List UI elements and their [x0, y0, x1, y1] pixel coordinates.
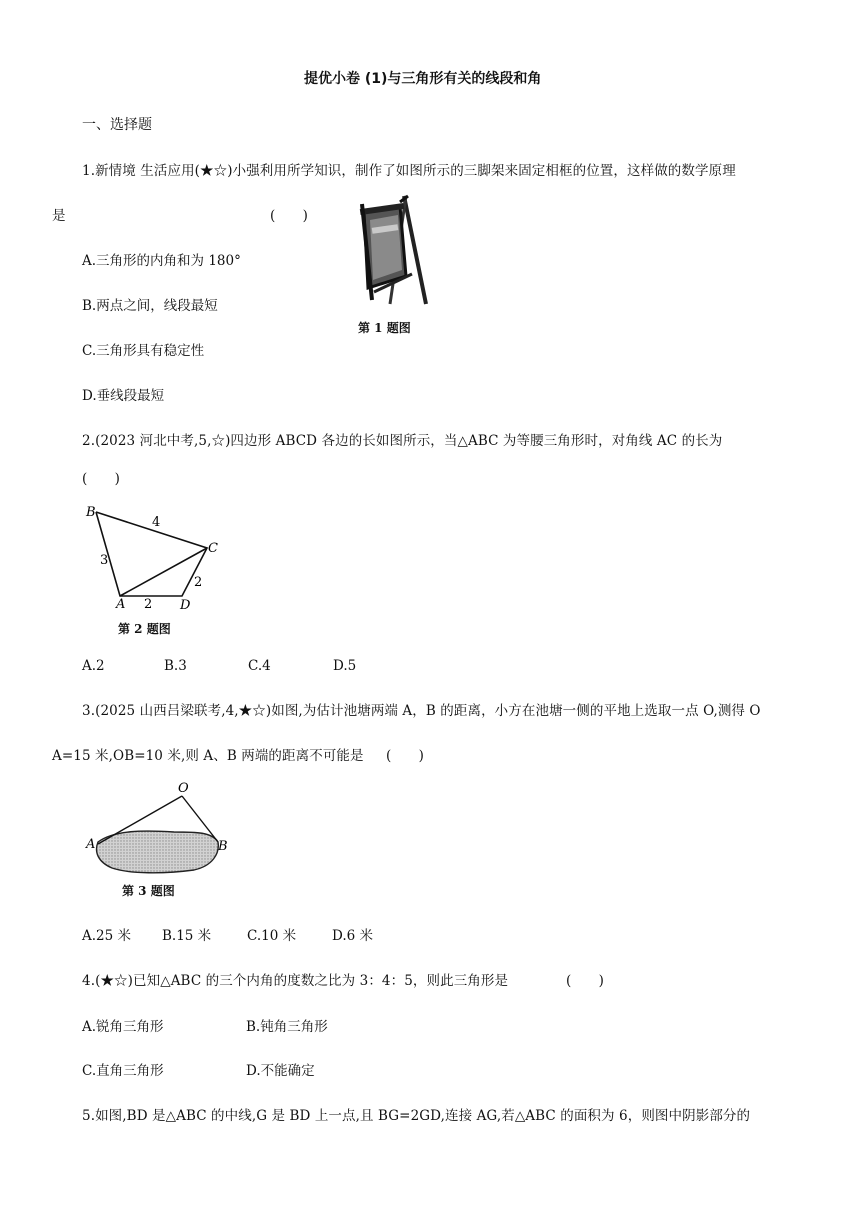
- point-a-label: A: [86, 837, 96, 852]
- figure-2-caption: 第 2 题图: [118, 622, 171, 636]
- vertex-d-label: D: [180, 598, 191, 613]
- option-c: C.直角三角形: [82, 1063, 164, 1079]
- vertex-b-label: B: [86, 505, 96, 520]
- answer-bracket: ( ): [386, 748, 424, 764]
- question-5-stem: 5.如图,BD 是△ABC 的中线,G 是 BD 上一点,且 BG=2GD,连接 AG,若△ABC 的面积为 6，则图中阴影部分的: [82, 1108, 751, 1124]
- option-a: A.锐角三角形: [82, 1019, 164, 1035]
- point-b-label: B: [218, 839, 228, 854]
- tripod-frame-figure: [350, 192, 436, 310]
- option-d: D.不能确定: [246, 1063, 315, 1079]
- option-d: D.5: [333, 658, 357, 674]
- section-heading: 一、选择题: [82, 117, 152, 133]
- question-1-stem: 1.新情境 生活应用(★☆)小强利用所学知识，制作了如图所示的三脚架来固定相框的位置，这样做的数学原理: [82, 163, 736, 179]
- vertex-c-label: C: [208, 541, 218, 556]
- option-c: C.10 米: [247, 928, 297, 944]
- question-4-stem: 4.(★☆)已知△ABC 的三个内角的度数之比为 3：4：5，则此三角形是: [82, 973, 509, 989]
- option-c: C.4: [248, 658, 271, 674]
- figure-1-caption: 第 1 题图: [358, 321, 411, 335]
- quadrilateral-abcd-figure: [80, 500, 230, 615]
- option-a: A.25 米: [82, 928, 132, 944]
- option-b: B.15 米: [162, 928, 212, 944]
- side-ad-length: 2: [144, 597, 153, 612]
- page-title: 提优小卷 (1)与三角形有关的线段和角: [304, 71, 542, 87]
- option-a: A.三角形的内角和为 180°: [82, 253, 241, 269]
- side-cd-length: 2: [194, 575, 203, 590]
- option-a: A.2: [82, 658, 105, 674]
- figure-3-caption: 第 3 题图: [122, 884, 175, 898]
- option-c: C.三角形具有稳定性: [82, 343, 205, 359]
- side-bc-length: 4: [152, 515, 161, 530]
- point-o-label: O: [178, 781, 189, 796]
- question-3-stem-cont: A=15 米,OB=10 米,则 A、B 两端的距离不可能是: [52, 748, 364, 764]
- question-1-stem-cont: 是: [52, 208, 66, 224]
- question-2-stem: 2.(2023 河北中考,5,☆)四边形 ABCD 各边的长如图所示，当△ABC 为等腰三角形时，对角线 AC 的长为: [82, 433, 723, 449]
- side-ab-length: 3: [100, 553, 109, 568]
- answer-bracket: ( ): [270, 208, 308, 224]
- question-3-stem: 3.(2025 山西吕梁联考,4,★☆)如图,为估计池塘两端 A，B 的距离，小方在池塘一侧的平地上选取一点 O,测得 O: [82, 703, 761, 719]
- option-d: D.垂线段最短: [82, 388, 165, 404]
- pond-figure: [84, 780, 236, 880]
- option-b: B.3: [164, 658, 187, 674]
- option-d: D.6 米: [332, 928, 374, 944]
- answer-bracket: ( ): [566, 973, 604, 989]
- option-b: B.钝角三角形: [246, 1019, 328, 1035]
- vertex-a-label: A: [116, 597, 126, 612]
- answer-bracket: ( ): [82, 471, 120, 487]
- option-b: B.两点之间，线段最短: [82, 298, 218, 314]
